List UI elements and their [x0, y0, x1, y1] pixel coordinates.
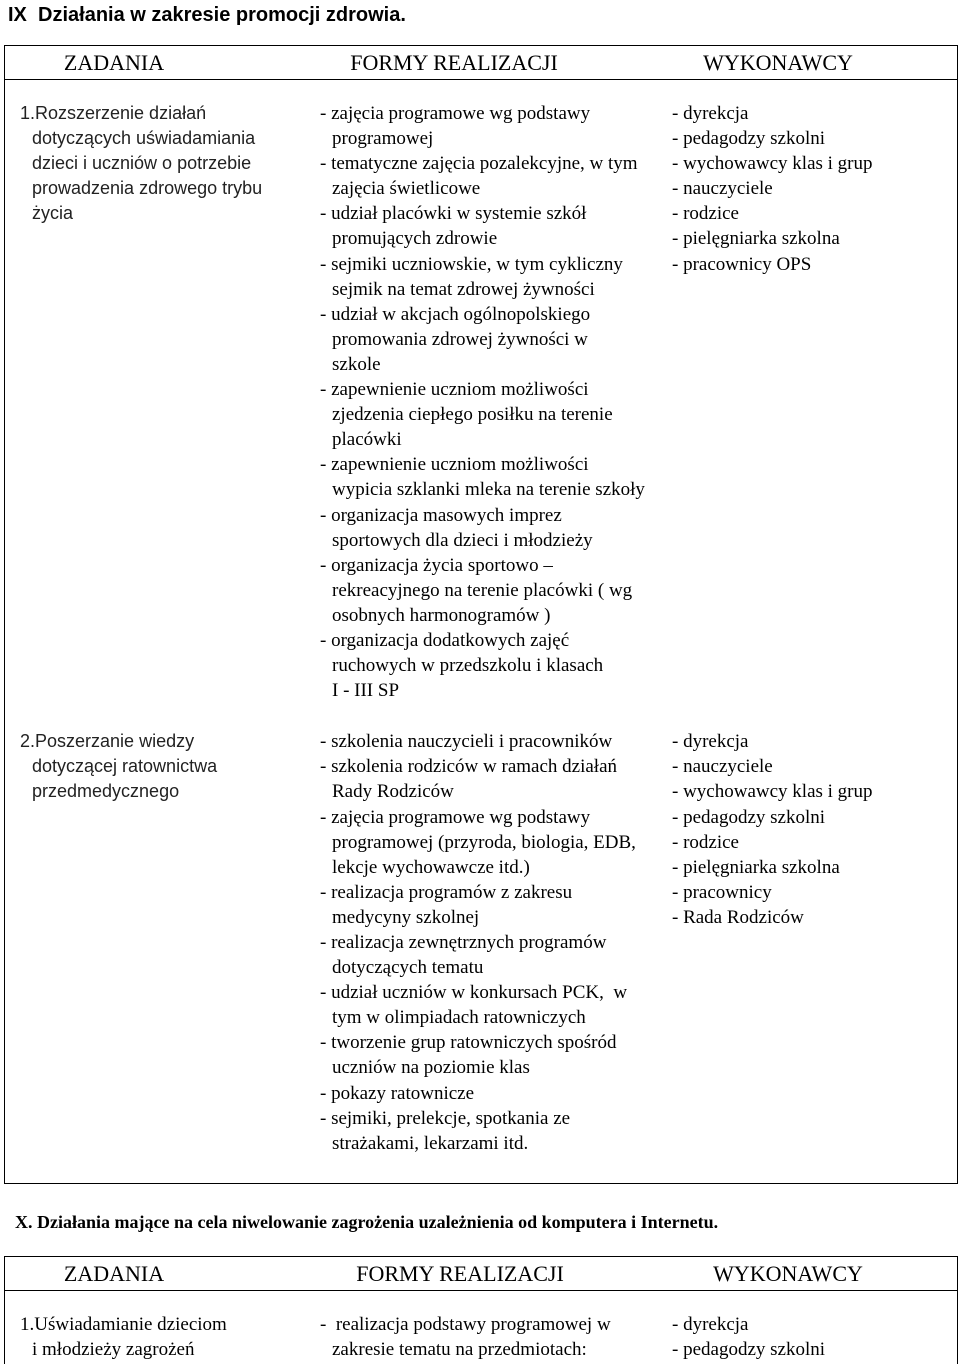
- text-line: - organizacja masowych imprez: [320, 504, 562, 526]
- text-line: strażakami, lekarzami itd.: [332, 1132, 529, 1154]
- text-line: zjedzenia ciepłego posiłku na terenie: [332, 404, 613, 426]
- text-line: ruchowych w przedszkolu i klasach: [332, 655, 604, 677]
- text-line: Rady Rodziców: [332, 781, 454, 803]
- text-line: - zapewnienie uczniom możliwości: [320, 379, 589, 401]
- text-line: - pedagodzy szkolni: [672, 1339, 826, 1361]
- text-line: rekreacyjnego na terenie placówki ( wg: [332, 579, 633, 601]
- table-header-row: [5, 46, 957, 80]
- text-line: - realizacja programów z zakresu: [320, 881, 573, 903]
- cell-forms: [320, 1312, 672, 1362]
- section-heading-x: X. Działania mające na cela niwelowanie zagrożenia uzależnienia od komputera i Internetu.: [15, 1212, 719, 1232]
- text-line: - organizacja życia sportowo –: [320, 554, 553, 576]
- header-performers: WYKONAWCY: [703, 50, 853, 75]
- text-line: - szkolenia rodziców w ramach działań: [320, 756, 618, 778]
- text-line: - pracownicy OPS: [672, 253, 812, 275]
- text-line: 1.Rozszerzenie działań: [20, 103, 207, 123]
- table-internet-addiction: [4, 1256, 958, 1364]
- text-line: - pielęgniarka szkolna: [672, 228, 840, 250]
- text-line: wypicia szklanki mleka na terenie szkoły: [332, 479, 645, 501]
- text-line: lekcje wychowawcze itd.): [332, 856, 530, 878]
- cell-task: [20, 729, 320, 1156]
- text-line: i młodzieży zagrożeń: [32, 1339, 195, 1361]
- text-line: - udział w akcjach ogólnopolskiego: [320, 303, 591, 325]
- text-line: przedmedycznego: [32, 781, 180, 802]
- text-line: - udział uczniów w konkursach PCK, w: [320, 982, 628, 1004]
- text-line: promujących zdrowie: [332, 228, 498, 250]
- text-line: tym w olimpiadach ratowniczych: [332, 1007, 586, 1029]
- cell-task: [20, 1312, 320, 1362]
- text-line: - wychowawcy klas i grup: [672, 781, 873, 803]
- cell-forms: [320, 101, 672, 703]
- text-line: - wychowawcy klas i grup: [672, 153, 873, 175]
- table-row: [5, 80, 957, 703]
- text-line: - szkolenia nauczycieli i pracowników: [320, 731, 613, 753]
- text-line: - tematyczne zajęcia pozalekcyjne, w tym: [320, 153, 638, 175]
- text-line: - tworzenie grup ratowniczych spośród: [320, 1032, 617, 1054]
- section-heading-ix: IX Działania w zakresie promocji zdrowia.: [8, 4, 406, 26]
- cell-forms: [320, 729, 672, 1156]
- text-line: - zajęcia programowe wg podstawy: [320, 806, 591, 828]
- table-header-row: [5, 1257, 957, 1291]
- text-line: - rodzice: [672, 203, 739, 225]
- table-row: [5, 729, 957, 1156]
- text-line: - pedagodzy szkolni: [672, 806, 826, 828]
- text-line: - udział placówki w systemie szkół: [320, 203, 587, 225]
- header-performers: WYKONAWCY: [713, 1261, 863, 1286]
- text-line: sportowych dla dzieci i młodzieży: [332, 529, 593, 551]
- text-line: medycyny szkolnej: [332, 906, 480, 928]
- header-tasks: ZADANIA: [63, 1261, 165, 1286]
- text-line: programowej: [332, 128, 434, 150]
- text-line: - organizacja dodatkowych zajęć: [320, 629, 570, 651]
- text-line: dotyczących uświadamiania: [32, 128, 256, 149]
- text-line: osobnych harmonogramów ): [332, 604, 551, 626]
- cell-performers: [672, 729, 957, 1156]
- text-line: I - III SP: [332, 680, 400, 702]
- text-line: - zajęcia programowe wg podstawy: [320, 103, 591, 124]
- text-line: sejmik na temat zdrowej żywności: [332, 278, 595, 300]
- text-line: - rodzice: [672, 831, 739, 853]
- table-row: [5, 1291, 957, 1362]
- text-line: programowej (przyroda, biologia, EDB,: [332, 831, 636, 853]
- table-health-promotion: [4, 45, 958, 1184]
- text-line: - dyrekcja: [672, 1314, 749, 1335]
- cell-performers: [672, 1312, 957, 1362]
- text-line: - pracownicy: [672, 881, 772, 903]
- header-forms: FORMY REALIZACJI: [350, 50, 558, 75]
- text-line: 2.Poszerzanie wiedzy: [20, 731, 195, 752]
- text-line: szkole: [332, 353, 381, 375]
- text-line: 1.Uświadamianie dzieciom: [20, 1314, 227, 1335]
- text-line: dzieci i uczniów o potrzebie: [32, 153, 252, 174]
- text-line: - realizacja podstawy programowej w: [320, 1314, 611, 1335]
- text-line: - zapewnienie uczniom możliwości: [320, 454, 589, 476]
- text-line: uczniów na poziomie klas: [332, 1057, 530, 1079]
- cell-performers: [672, 101, 957, 703]
- text-line: - dyrekcja: [672, 103, 749, 124]
- text-line: promowania zdrowej żywności w: [332, 328, 588, 350]
- header-tasks: ZADANIA: [63, 50, 165, 75]
- cell-task: [20, 101, 320, 703]
- text-line: życia: [32, 203, 74, 224]
- text-line: - nauczyciele: [672, 756, 773, 778]
- text-line: dotyczącej ratownictwa: [32, 756, 218, 777]
- text-line: - dyrekcja: [672, 731, 749, 753]
- text-line: - realizacja zewnętrznych programów: [320, 932, 607, 953]
- text-line: - nauczyciele: [672, 178, 773, 200]
- text-line: - pedagodzy szkolni: [672, 128, 826, 150]
- text-line: - pokazy ratownicze: [320, 1082, 475, 1104]
- text-line: dotyczących tematu: [332, 957, 484, 979]
- text-line: - sejmiki, prelekcje, spotkania ze: [320, 1107, 571, 1129]
- header-forms: FORMY REALIZACJI: [356, 1261, 564, 1286]
- text-line: prowadzenia zdrowego trybu: [32, 178, 263, 199]
- text-line: - pielęgniarka szkolna: [672, 856, 840, 878]
- text-line: - Rada Rodziców: [672, 906, 804, 928]
- text-line: zajęcia świetlicowe: [332, 178, 481, 200]
- text-line: placówki: [332, 429, 402, 451]
- text-line: - sejmiki uczniowskie, w tym cykliczny: [320, 253, 623, 275]
- text-line: zakresie tematu na przedmiotach:: [332, 1339, 587, 1361]
